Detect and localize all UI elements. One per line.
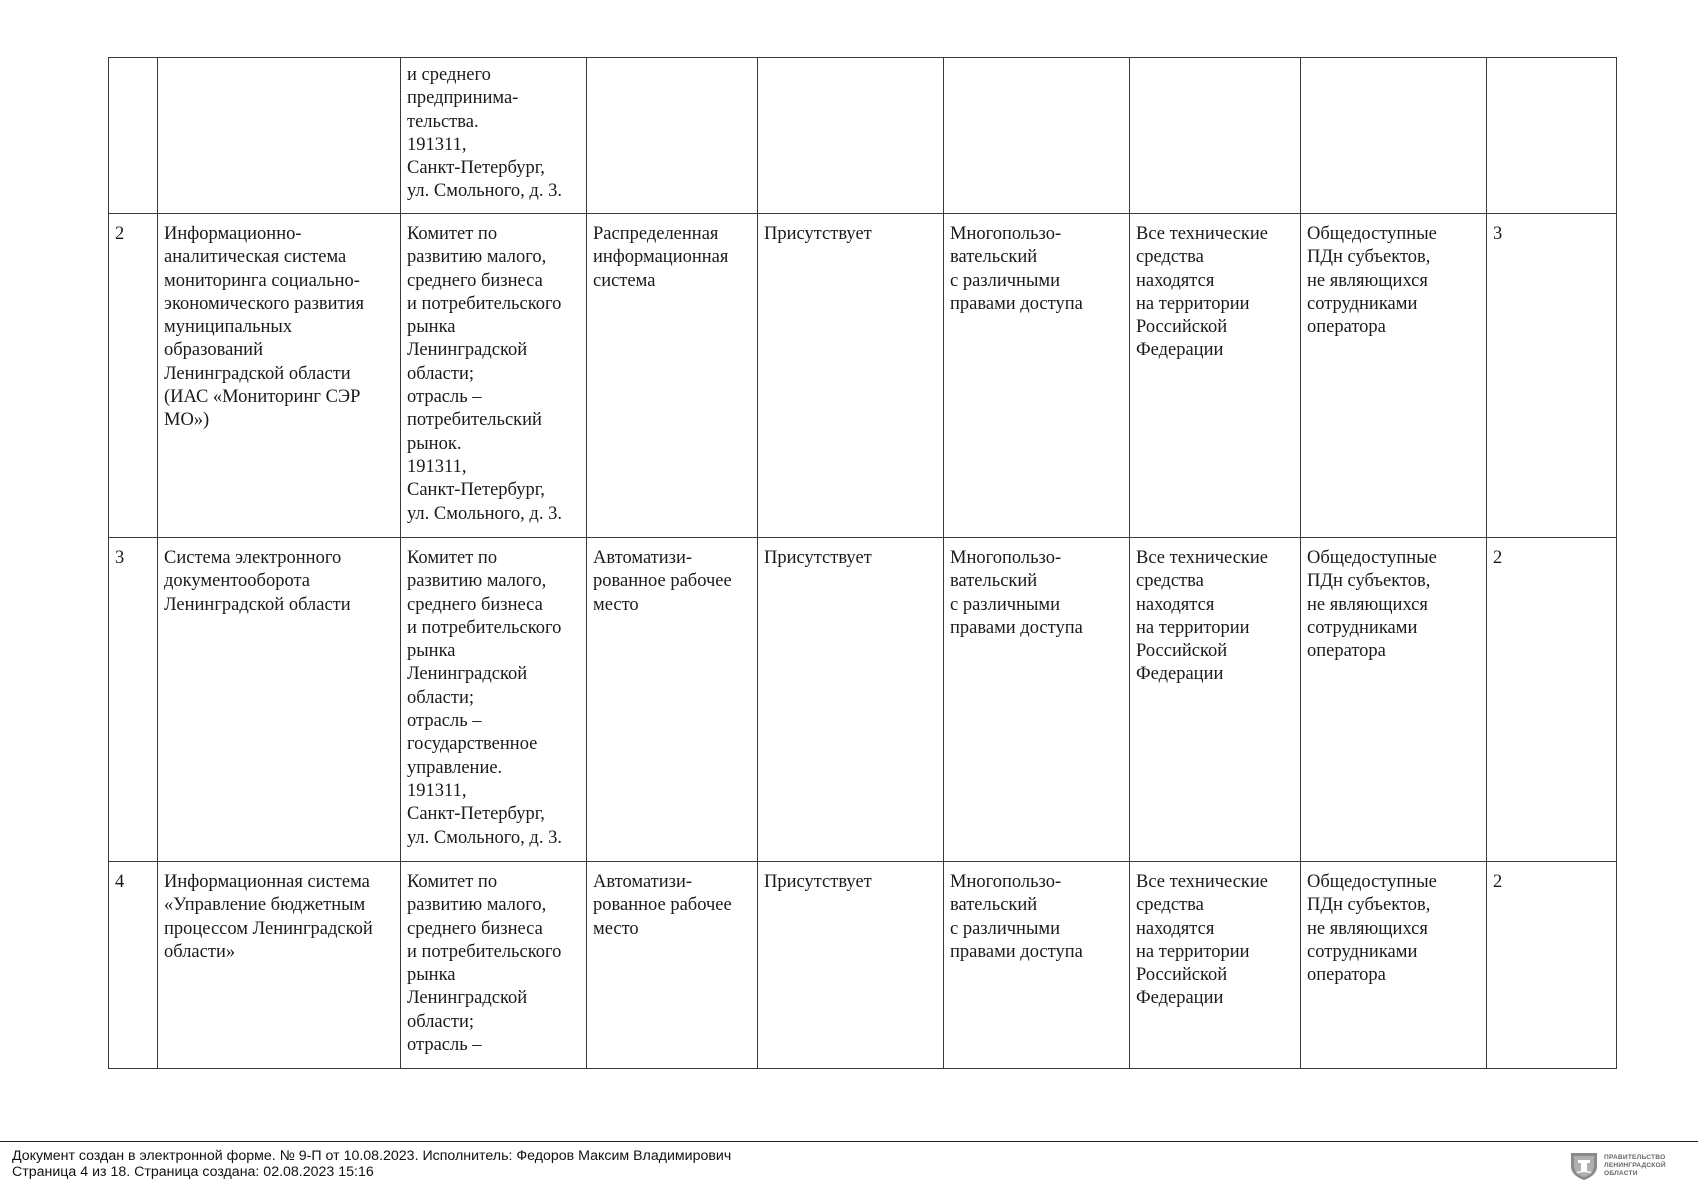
cell-mode: Многопользо- вательский с различными правами доступа: [944, 862, 1130, 1069]
cell-operator: Комитет по развитию малого, среднего бизнеса и потребительского рынка Ленинградской области; отрасль – государственное управление. 191311, Санкт-Петербург, ул. Смольного, д. 3.: [401, 538, 587, 862]
cell-protection-level: 3: [1487, 214, 1617, 538]
cell-system-name: Информационная система «Управление бюджетным процессом Ленинградской области»: [158, 862, 401, 1069]
table-row: [109, 214, 1617, 538]
coat-of-arms-icon: [1570, 1151, 1598, 1181]
cell-protection-level: 2: [1487, 538, 1617, 862]
table-row: [109, 538, 1617, 862]
cell-pd-category: Общедоступные ПДн субъектов, не являющихся сотрудниками оператора: [1301, 214, 1487, 538]
table-row: [109, 862, 1617, 1069]
footer-document-info: Документ создан в электронной форме. № 9-П от 10.08.2023. Исполнитель: Федоров Максим Владимирович: [12, 1148, 732, 1164]
cell-number: 3: [109, 538, 158, 862]
cell-internet: Присутствует: [758, 862, 944, 1069]
logo-text: ПРАВИТЕЛЬСТВО ЛЕНИНГРАДСКОЙ ОБЛАСТИ: [1604, 1154, 1666, 1177]
cell-internet: Присутствует: [758, 538, 944, 862]
cell-protection-level: 2: [1487, 862, 1617, 1069]
cell-number: [109, 58, 158, 214]
cell-system-name: [158, 58, 401, 214]
cell-number: 2: [109, 214, 158, 538]
cell-system-name: Система электронного документооборота Ленинградской области: [158, 538, 401, 862]
cell-number: 4: [109, 862, 158, 1069]
cell-mode: Многопользо- вательский с различными правами доступа: [944, 538, 1130, 862]
cell-pd-category: Общедоступные ПДн субъектов, не являющихся сотрудниками оператора: [1301, 538, 1487, 862]
cell-location: [1130, 58, 1301, 214]
cell-internet: Присутствует: [758, 214, 944, 538]
cell-system-name: Информационно- аналитическая система мониторинга социально- экономического развития муниципальных образований Ленинградской области (ИАС «Мониторинг СЭР МО»): [158, 214, 401, 538]
cell-location: Все технические средства находятся на территории Российской Федерации: [1130, 862, 1301, 1069]
cell-structure: Распределенная информационная система: [587, 214, 758, 538]
cell-location: Все технические средства находятся на территории Российской Федерации: [1130, 538, 1301, 862]
cell-pd-category: [1301, 58, 1487, 214]
cell-operator: и среднего предпринима- тельства. 191311, Санкт-Петербург, ул. Смольного, д. 3.: [401, 58, 587, 214]
table-row: [109, 58, 1617, 214]
cell-operator: Комитет по развитию малого, среднего бизнеса и потребительского рынка Ленинградской области; отрасль – потребительский рынок. 191311, Санкт-Петербург, ул. Смольного, д. 3.: [401, 214, 587, 538]
footer-divider: [0, 1141, 1698, 1142]
cell-protection-level: [1487, 58, 1617, 214]
government-logo: [1570, 1150, 1685, 1182]
cell-mode: [944, 58, 1130, 214]
cell-location: Все технические средства находятся на территории Российской Федерации: [1130, 214, 1301, 538]
footer-page-info: Страница 4 из 18. Страница создана: 02.08.2023 15:16: [12, 1163, 374, 1180]
cell-structure: Автоматизи- рованное рабочее место: [587, 538, 758, 862]
cell-internet: [758, 58, 944, 214]
footer: [12, 1149, 731, 1180]
information-systems-table: [108, 57, 1617, 1069]
cell-structure: Автоматизи- рованное рабочее место: [587, 862, 758, 1069]
cell-operator: Комитет по развитию малого, среднего бизнеса и потребительского рынка Ленинградской области; отрасль –: [401, 862, 587, 1069]
cell-pd-category: Общедоступные ПДн субъектов, не являющихся сотрудниками оператора: [1301, 862, 1487, 1069]
cell-structure: [587, 58, 758, 214]
cell-mode: Многопользо- вательский с различными правами доступа: [944, 214, 1130, 538]
